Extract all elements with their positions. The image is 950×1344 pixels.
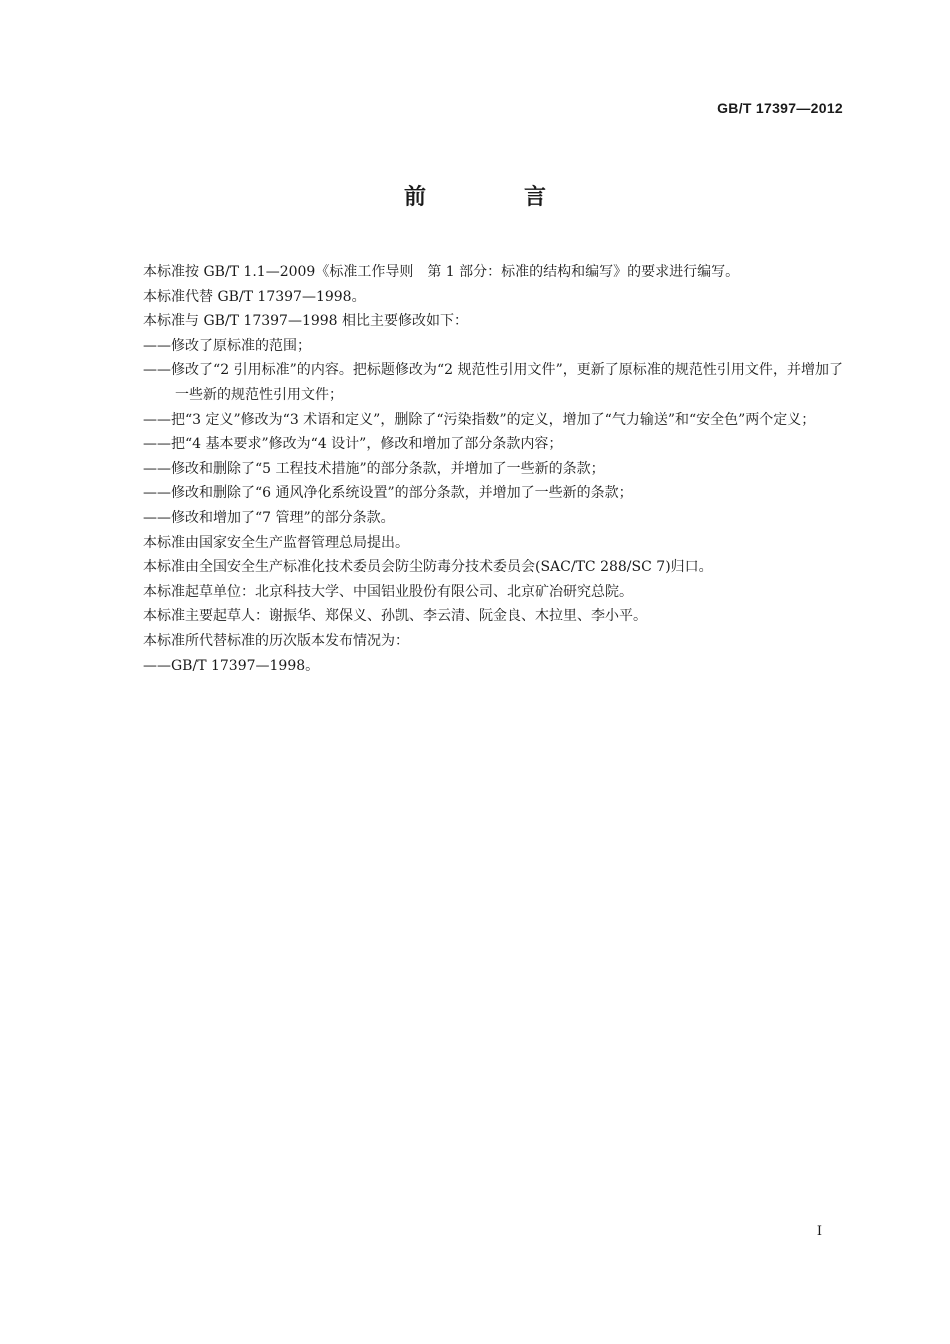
paragraph-drafting-units: 本标准起草单位：北京科技大学、中国铝业股份有限公司、北京矿冶研究总院。 [143,583,633,600]
paragraph-changes-intro: 本标准与 GB/T 17397—1998 相比主要修改如下： [143,313,469,330]
paragraph-drafters: 本标准主要起草人：谢振华、郑保义、孙凯、李云清、阮金良、木拉里、李小平。 [143,608,647,625]
history-item: ——GB/T 17397—1998。 [143,657,320,674]
change-item: ——修改了原标准的范围； [143,337,311,354]
change-item: ——修改和删除了“5 工程技术措施”的部分条款，并增加了一些新的条款； [143,460,605,477]
paragraph-committee: 本标准由全国安全生产标准化技术委员会防尘防毒分技术委员会(SAC/TC 288/SC 7)归口。 [143,559,713,576]
change-item: ——把“3 定义”修改为“3 术语和定义”，删除了“污染指数”的定义，增加了“气力输送”和“安全色”两个定义； [143,411,816,428]
change-item: ——修改和删除了“6 通风净化系统设置”的部分条款，并增加了一些新的条款； [143,485,633,502]
standard-code: GB/T 17397—2012 [717,100,843,116]
change-item: ——修改了“2 引用标准”的内容。把标题修改为“2 规范性引用文件”，更新了原标准的规范性引用文件，并增加了一些新的规范性引用文件； [143,362,843,403]
paragraph-replaces: 本标准代替 GB/T 17397—1998。 [143,288,366,305]
paragraph-history-intro: 本标准所代替标准的历次版本发布情况为： [143,632,409,649]
change-item: ——把“4 基本要求”修改为“4 设计”，修改和增加了部分条款内容； [143,436,563,453]
preface-body [143,260,843,678]
paragraph-proposer: 本标准由国家安全生产监督管理总局提出。 [143,534,409,551]
paragraph-drafting-rules: 本标准按 GB/T 1.1—2009《标准工作导则 第 1 部分：标准的结构和编写》的要求进行编写。 [143,264,740,280]
page-title: 前 言 [403,185,584,210]
page-number: I [816,1224,822,1239]
change-item: ——修改和增加了“7 管理”的部分条款。 [143,509,395,526]
